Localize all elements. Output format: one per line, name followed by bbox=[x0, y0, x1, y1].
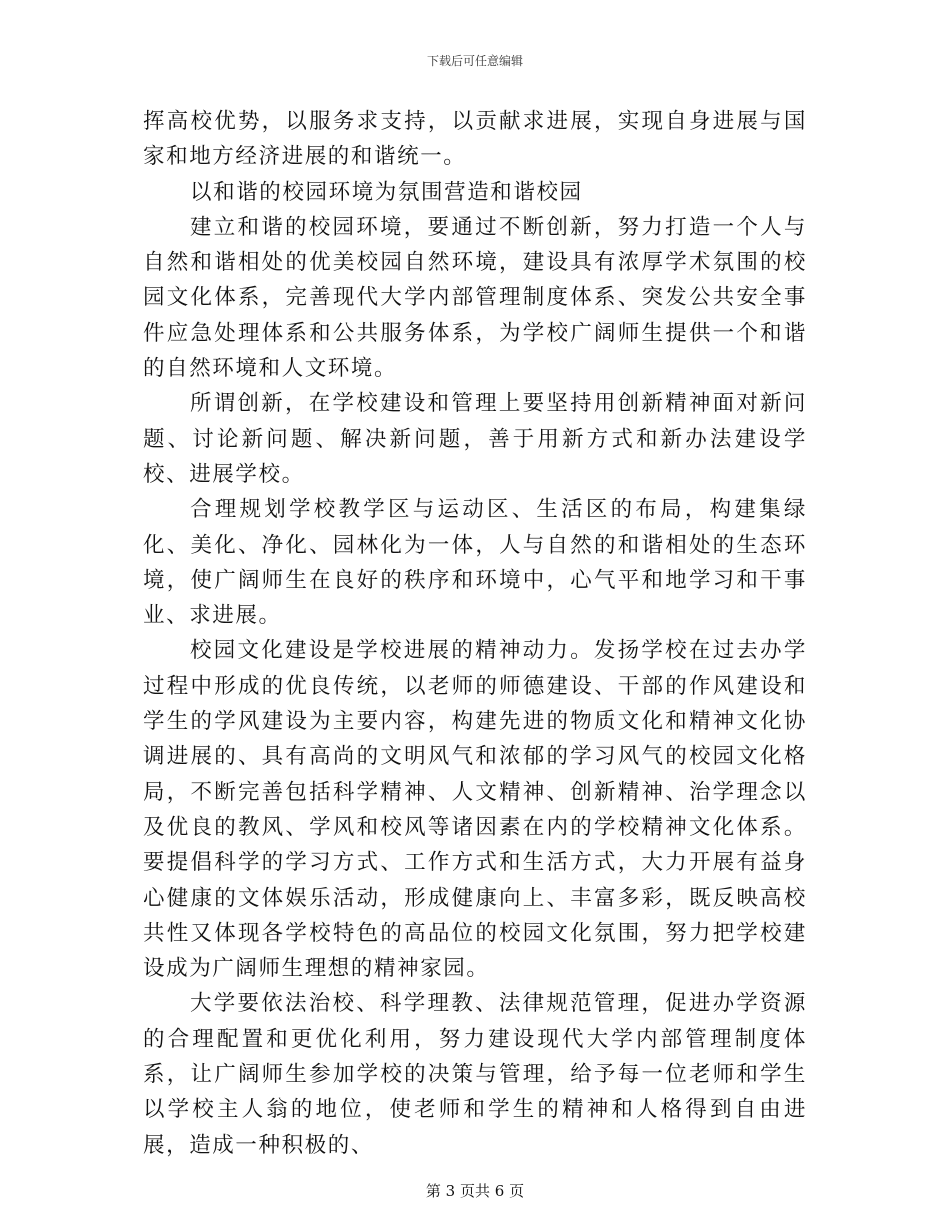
paragraph-4: 合理规划学校教学区与运动区、生活区的布局，构建集绿化、美化、净化、园林化为一体，人与自然的和谐相处的生态环境，使广阔师生在良好的秩序和环境中，心气平和地学习和干事业、求进展。 bbox=[143, 497, 807, 629]
document-body bbox=[143, 104, 807, 1163]
page-number: 第 3 页共 6 页 bbox=[425, 1182, 525, 1200]
paragraph-5: 校园文化建设是学校进展的精神动力。发扬学校在过去办学过程中形成的优良传统，以老师的师德建设、干部的作风建设和学生的学风建设为主要内容，构建先进的物质文化和精神文化协调进展的、具有高尚的文明风气和浓郁的学习风气的校园文化格局，不断完善包括科学精神、人文精神、创新精神、治学理念以及优良的教风、学风和校风等诸因素在内的学校精神文化体系。要提倡科学的学习方式、工作方式和生活方式，大力开展有益身心健康的文体娱乐活动，形成健康向上、丰富多彩，既反映高校共性又体现各学校特色的高品位的校园文化氛围，努力把学校建设成为广阔师生理想的精神家园。 bbox=[143, 638, 807, 982]
section-heading: 以和谐的校园环境为氛围营造和谐校园 bbox=[190, 179, 583, 205]
page-header: 下载后可任意编辑 bbox=[426, 54, 523, 68]
paragraph-6: 大学要依法治校、科学理教、法律规范管理，促进办学资源的合理配置和更优化利用，努力建设现代大学内部管理制度体系，让广阔师生参加学校的决策与管理，给予每一位老师和学生以学校主人翁的地位，使老师和学生的精神和人格得到自由进展，造成一种积极的、 bbox=[143, 991, 807, 1158]
paragraph-3: 所谓创新，在学校建设和管理上要坚持用创新精神面对新问题、讨论新问题、解决新问题，善于用新方式和新办法建设学校、进展学校。 bbox=[143, 391, 807, 487]
paragraph-2: 建立和谐的校园环境，要通过不断创新，努力打造一个人与自然和谐相处的优美校园自然环境，建设具有浓厚学术氛围的校园文化体系，完善现代大学内部管理制度体系、突发公共安全事件应急处理体系和公共服务体系，为学校广阔师生提供一个和谐的自然环境和人文环境。 bbox=[143, 214, 807, 382]
paragraph-1: 挥高校优势，以服务求支持，以贡献求进展，实现自身进展与国家和地方经济进展的和谐统一。 bbox=[143, 109, 807, 170]
